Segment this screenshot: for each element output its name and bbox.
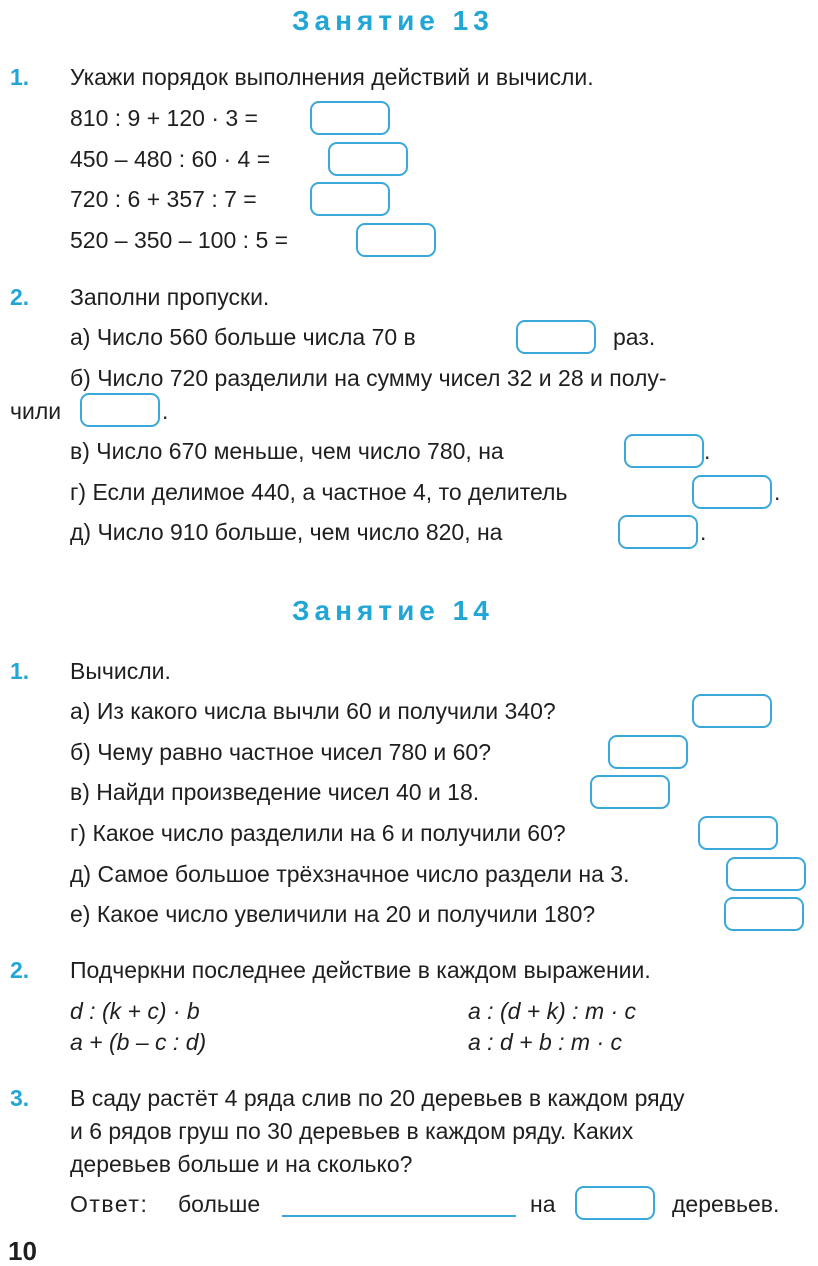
- answer-box[interactable]: [590, 775, 670, 809]
- expression[interactable]: [468, 1027, 622, 1057]
- answer-box[interactable]: [724, 897, 804, 931]
- expression[interactable]: [70, 1027, 206, 1057]
- answer-box[interactable]: [310, 101, 390, 135]
- item-text: г) Если делимое 440, а частное 4, то делитель: [70, 479, 568, 505]
- item-text: в) Найди произведение чисел 40 и 18.: [70, 779, 480, 805]
- answer-box[interactable]: [80, 393, 160, 427]
- expression: 720 : 6 + 357 : 7 =: [70, 186, 257, 212]
- answer-text: на: [530, 1191, 556, 1217]
- expression[interactable]: [468, 996, 636, 1026]
- lesson-14-title: Занятие 14: [292, 595, 494, 626]
- task-text: Заполни пропуски.: [70, 284, 270, 310]
- answer-box[interactable]: [608, 735, 688, 769]
- expression-text: d : (k + c) · b: [70, 998, 200, 1024]
- expression[interactable]: [70, 996, 200, 1026]
- answer-box[interactable]: [692, 475, 772, 509]
- task-number: 3.: [10, 1085, 30, 1111]
- answer-box[interactable]: [624, 434, 704, 468]
- expression: 450 – 480 : 60 · 4 =: [70, 146, 271, 172]
- period: .: [162, 398, 169, 424]
- task-number: 2.: [10, 284, 30, 310]
- task-text: Укажи порядок выполнения действий и вычисли.: [70, 64, 594, 90]
- answer-text: деревьев.: [672, 1191, 780, 1217]
- item-text: б) Число 720 разделили на сумму чисел 32 и 28 и полу-: [70, 365, 667, 391]
- expression-text: a : d + b : m · c: [468, 1029, 623, 1055]
- answer-box[interactable]: [516, 320, 596, 354]
- expression-text: a : (d + k) : m · c: [468, 998, 637, 1024]
- answer-line[interactable]: [282, 1215, 516, 1217]
- answer-box[interactable]: [310, 182, 390, 216]
- task-text: Подчеркни последнее действие в каждом выражении.: [70, 957, 651, 983]
- item-text: г) Какое число разделили на 6 и получили 60?: [70, 820, 566, 846]
- answer-box[interactable]: [726, 857, 806, 891]
- task-number: 1.: [10, 64, 30, 90]
- expression: 520 – 350 – 100 : 5 =: [70, 227, 289, 253]
- page-number: 10: [8, 1236, 37, 1266]
- period: .: [700, 519, 707, 545]
- item-text: раз.: [613, 324, 656, 350]
- item-text: д) Самое большое трёхзначное число раздели на 3.: [70, 861, 630, 887]
- task-text: деревьев больше и на сколько?: [70, 1151, 413, 1177]
- expression-text: a + (b – c : d): [70, 1029, 207, 1055]
- lesson-13-title: Занятие 13: [292, 5, 494, 36]
- task-text: Вычисли.: [70, 658, 171, 684]
- item-text: в) Число 670 меньше, чем число 780, на: [70, 438, 504, 464]
- answer-label: Ответ:: [70, 1191, 149, 1217]
- item-text: а) Из какого числа вычли 60 и получили 340?: [70, 698, 556, 724]
- answer-box[interactable]: [698, 816, 778, 850]
- answer-box[interactable]: [575, 1186, 655, 1220]
- expression: 810 : 9 + 120 · 3 =: [70, 105, 258, 131]
- answer-box[interactable]: [692, 694, 772, 728]
- answer-box[interactable]: [356, 223, 436, 257]
- item-text: е) Какое число увеличили на 20 и получили 180?: [70, 901, 596, 927]
- item-text: б) Чему равно частное чисел 780 и 60?: [70, 739, 492, 765]
- period: .: [774, 479, 781, 505]
- answer-text: больше: [178, 1191, 261, 1217]
- task-text: В саду растёт 4 ряда слив по 20 деревьев в каждом ряду: [70, 1085, 685, 1111]
- answer-box[interactable]: [618, 515, 698, 549]
- answer-box[interactable]: [328, 142, 408, 176]
- task-number: 2.: [10, 957, 30, 983]
- item-text: д) Число 910 больше, чем число 820, на: [70, 519, 503, 545]
- task-number: 1.: [10, 658, 30, 684]
- task-text: и 6 рядов груш по 30 деревьев в каждом ряду. Каких: [70, 1118, 634, 1144]
- item-text: чили: [10, 398, 62, 424]
- period: .: [704, 438, 711, 464]
- item-text: а) Число 560 больше числа 70 в: [70, 324, 416, 350]
